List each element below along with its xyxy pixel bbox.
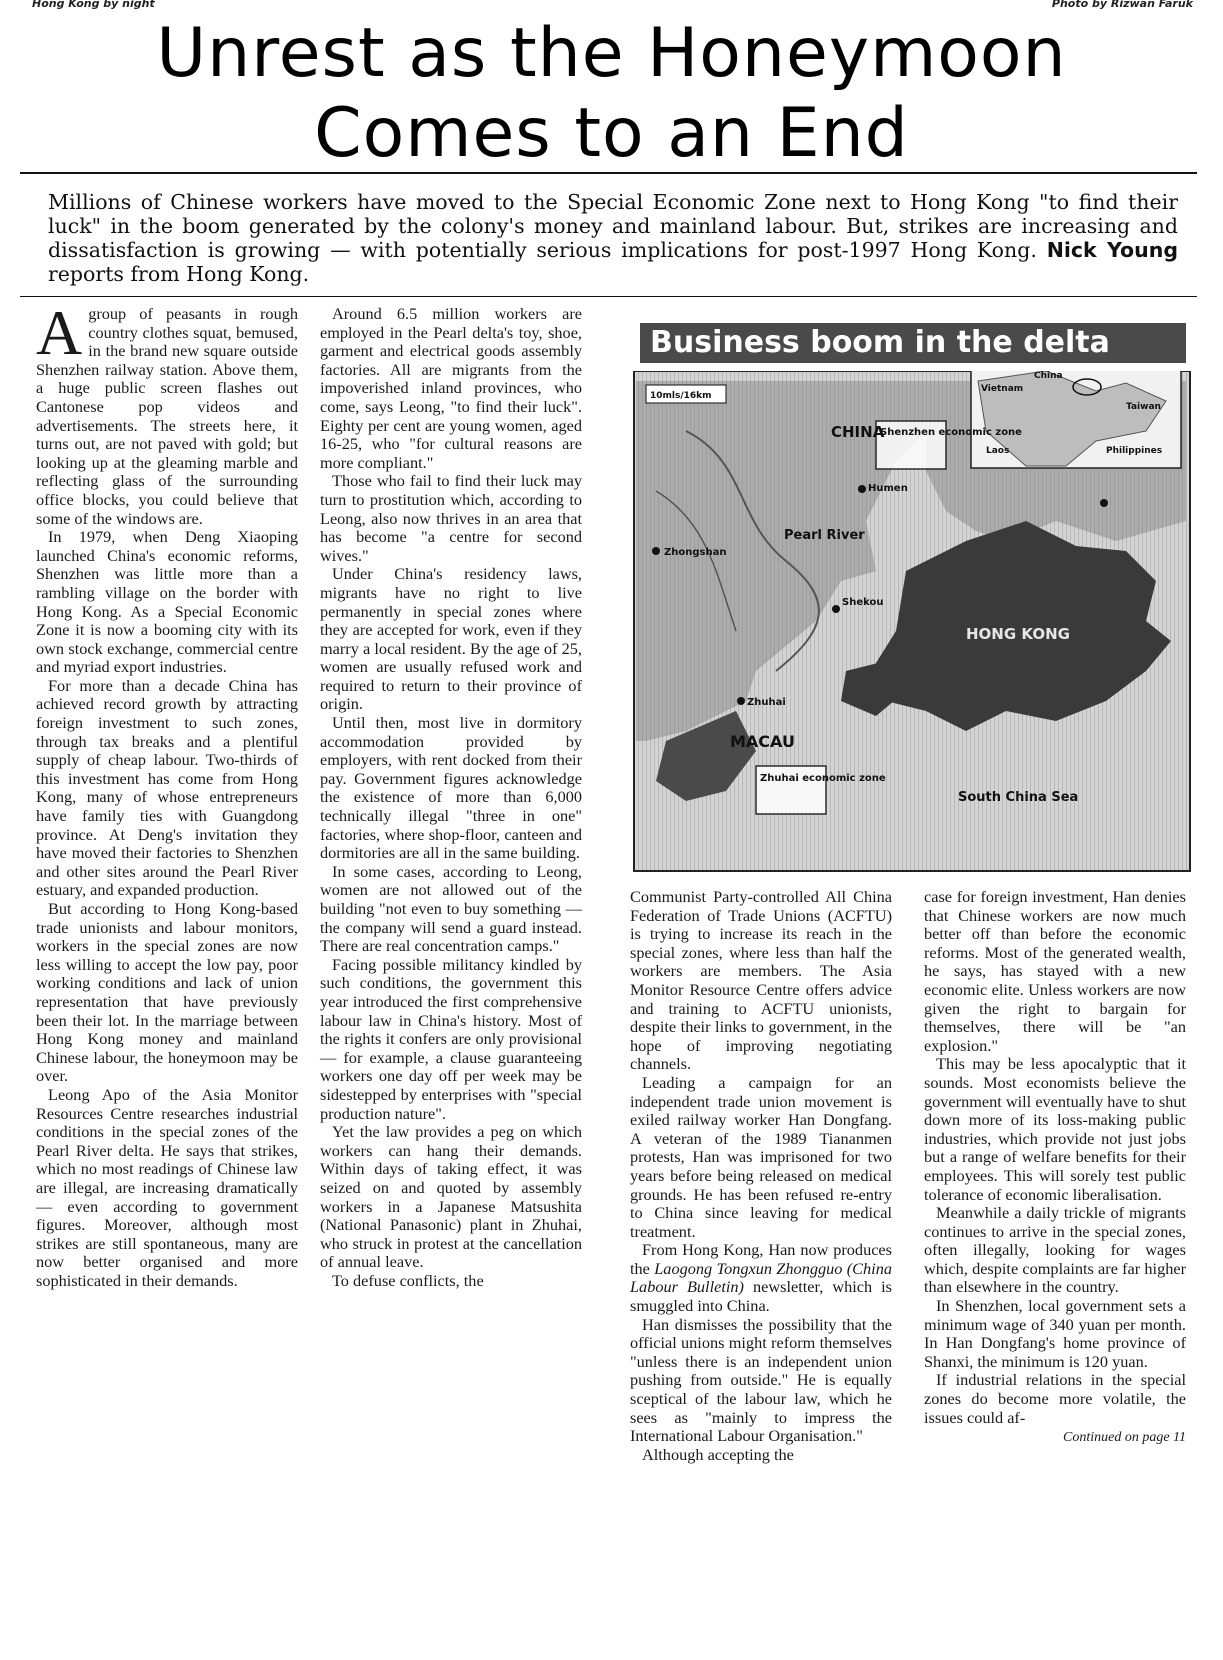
newsletter-title: Laogong Tongxun Zhongguo (China Labour Bulletin) [630,1258,892,1297]
headline [0,14,1223,174]
inset-label-vietnam: Vietnam [981,384,1024,394]
town-dot [858,485,866,493]
paragraph: Meanwhile a daily trickle of migrants continues to arrive in the special zones, often illegally, looking for wages which, despite complaints are far higher than elsewhere in the country. [924,1203,1186,1297]
paragraph: From Hong Kong, Han now produces the Laogong Tongxun Zhongguo (China Labour Bulletin) newsletter, which is smuggled into China. [630,1240,892,1316]
map-label-shekou: Shekou [842,597,884,608]
inset-label-taiwan: Taiwan [1126,402,1161,412]
map-graphic [626,315,1196,878]
paragraph: Leong Apo of the Asia Monitor Resources Centre researches industrial conditions in the special zones of the Pearl River delta. He says that strikes, which no most readings of Chinese law are illegal, are increasing dramatically — even according to government figures. Moreover, although most strikes are still spontaneous, many are now better organised and more sophisticated in their demands. [36,1084,298,1290]
standfirst-suffix: reports from Hong Kong. [48,262,310,286]
drop-cap: A [36,297,83,368]
paragraph: In Shenzhen, local government sets a minimum wage of 340 yuan per month. In Han Dongfang's home province of Shanxi, the minimum is 120 yuan. [924,1296,1186,1371]
paragraph: case for foreign investment, Han denies that Chinese workers are now much better off than before the economic reforms. Most of the generated wealth, he says, has stayed with a new economic elite. Unless workers are now given the right to bargain for themselves, there will be "an explosion." [924,887,1186,1055]
top-caption-strip [0,0,1223,12]
article-column-3 [630,888,892,1464]
article-column-1 [36,297,298,1290]
article-column-2 [320,305,582,1290]
author-name: Nick Young [1046,238,1179,262]
town-dot [832,605,840,613]
headline-rule [20,172,1197,174]
photo-credit: Photo by Rizwan Faruk [1051,0,1193,10]
paragraph: Han dismisses the possibility that the official unions might reform themselves "unless there is an independent union pushing from outside." He is equally sceptical of the labour law, which he sees as "mainly to impress the International Labour Organisation." [630,1314,892,1446]
paragraph: Until then, most live in dormitory accommodation provided by employers, with rent docked from their pay. Government figures acknowledge the existence of more than 6,000 technically illegal "three in one" factories, where shop-floor, canteen and dormitories are all in the same building. [320,713,582,863]
town-dot [737,697,745,705]
paragraph: In 1979, when Deng Xiaoping launched China's economic reforms, Shenzhen was little more than a rambling village on the border with Hong Kong. As a Special Economic Zone it is now a booming city with its own stock exchange, commercial centre and myriad export industries. [36,527,298,677]
map-label-hong-kong: HONG KONG [966,625,1070,643]
paragraph: If industrial relations in the special zones do become more volatile, the issues could af- [924,1370,1186,1427]
paragraph: In some cases, according to Leong, women are not allowed out of the building "not even to buy something — the company will send a guard instead. There are real concentration camps." [320,861,582,956]
map-label-china: CHINA [831,423,885,441]
standfirst [48,190,1178,286]
map-label-pearl-river: Pearl River [784,528,865,543]
map-label-zhuhai-zone: Zhuhai economic zone [760,773,886,784]
map-label-south-china-sea: South China Sea [958,790,1079,805]
paragraph: Those who fail to find their luck may turn to prostitution which, according to Leong, also now thrives in an area that has become "a centre for second wives." [320,471,582,565]
paragraph: Around 6.5 million workers are employed in the Pearl delta's toy, shoe, garment and electrical goods assembly factories. All are migrants from the impoverished inland provinces, who come, says Leong, "to find their luck". Eighty per cent are young women, aged 16-25, who "for cultural reasons are more compliant." [320,304,582,472]
photo-caption: Hong Kong by night [32,0,155,10]
paragraph: Agroup of peasants in rough country clothes squat, bemused, in the brand new square outside Shenzhen railway station. Above them, a huge public screen flashes out Cantonese pop videos and advertisements. The streets here, it turns out, are not paved with gold; but looking up at the gleaming marble and reflecting glass of the surrounding office blocks, you could believe that some of the windows are. [36,297,298,528]
paragraph: For more than a decade China has achieved record growth by attracting foreign investment to such zones, through tax breaks and a plentiful supply of cheap labour. Two-thirds of this investment has come from Hong Kong, many of whose entrepreneurs have family ties with Guangdong province. At Deng's invitation they have moved their factories to Shenzhen and other sites around the Pearl River estuary, and expanded production. [36,675,298,900]
inset-label-china: China [1034,371,1063,381]
map-label-zhongshan: Zhongshan [664,547,727,558]
headline-line-1: Unrest as the Honeymoon [156,14,1067,93]
map-label-scale: 10mls/16km [650,391,712,401]
article-column-4 [924,888,1186,1448]
inset-label-laos: Laos [986,446,1010,456]
map-title: Business boom in the delta [640,323,1186,363]
paragraph: Communist Party-controlled All China Federation of Trade Unions (ACFTU) is trying to increase its reach in the special zones, where less than half the workers are members. The Asia Monitor Resource Centre offers advice and training to ACFTU unionists, despite their links to government, in the hope of improving negotiating channels. [630,887,892,1074]
town-dot [1100,499,1108,507]
map-label-humen: Humen [868,483,908,494]
paragraph: Leading a campaign for an independent trade union movement is exiled railway worker Han Dongfang. A veteran of the 1989 Tiananmen protests, Han was imprisoned for two years before being released on medical grounds. He has been refused re-entry to China since leaving for medical treatment. [630,1072,892,1241]
paragraph: To defuse conflicts, the [332,1270,484,1290]
delta-map [626,371,1196,878]
paragraph: Under China's residency laws, migrants have no right to live permanently in special zones where they are accepted for work, even if they marry a local resident. By the age of 25, women are usually refused work and required to return to their province of origin. [320,564,582,714]
paragraph: Facing possible militancy kindled by such conditions, the government this year introduced the first comprehensive labour law in China's history. Most of the rights it confers are only provisional — for example, a clause guaranteeing workers one day off per week may be sidestepped by enterprises with "special production nature". [320,954,582,1123]
paragraph: But according to Hong Kong-based trade unionists and labour monitors, workers in the special zones are now less willing to accept the low pay, poor working conditions and lack of union representation that have previously been their lot. In the marriage between Hong Kong money and mainland Chinese labour, the honeymoon may be over. [36,899,298,1086]
paragraph: Although accepting the [642,1444,794,1464]
town-dot [652,547,660,555]
map-label-shenzhen-zone: Shenzhen economic zone [880,427,1022,438]
paragraph: Yet the law provides a peg on which workers can hang their demands. Within days of taking effect, it was seized on and quoted by assembly workers in a Japanese Matsushita (National Panasonic) plant in Zhuhai, who struck in protest at the cancellation of annual leave. [320,1122,582,1272]
standfirst-text: Millions of Chinese workers have moved to the Special Economic Zone next to Hong Kong "to find their luck" in the boom generated by the colony's money and mainland labour. But, strikes are increasing and dissatisfaction is growing — with potentially serious implications for post-1997 Hong Kong. [48,190,1178,262]
inset-label-philippines: Philippines [1106,446,1163,456]
headline-line-2: Comes to an End [314,94,909,173]
continued-on-link[interactable]: Continued on page 11 [1062,1430,1186,1446]
map-label-macau: MACAU [730,732,795,751]
map-label-zhuhai: Zhuhai [747,697,786,708]
standfirst-rule [20,296,1197,297]
paragraph: This may be less apocalyptic that it sounds. Most economists believe the government will eventually have to shut down more of its loss-making public industries, which provide not just jobs but a range of welfare benefits for their employees. This will sorely test public tolerance of economic liberalisation. [924,1054,1186,1204]
